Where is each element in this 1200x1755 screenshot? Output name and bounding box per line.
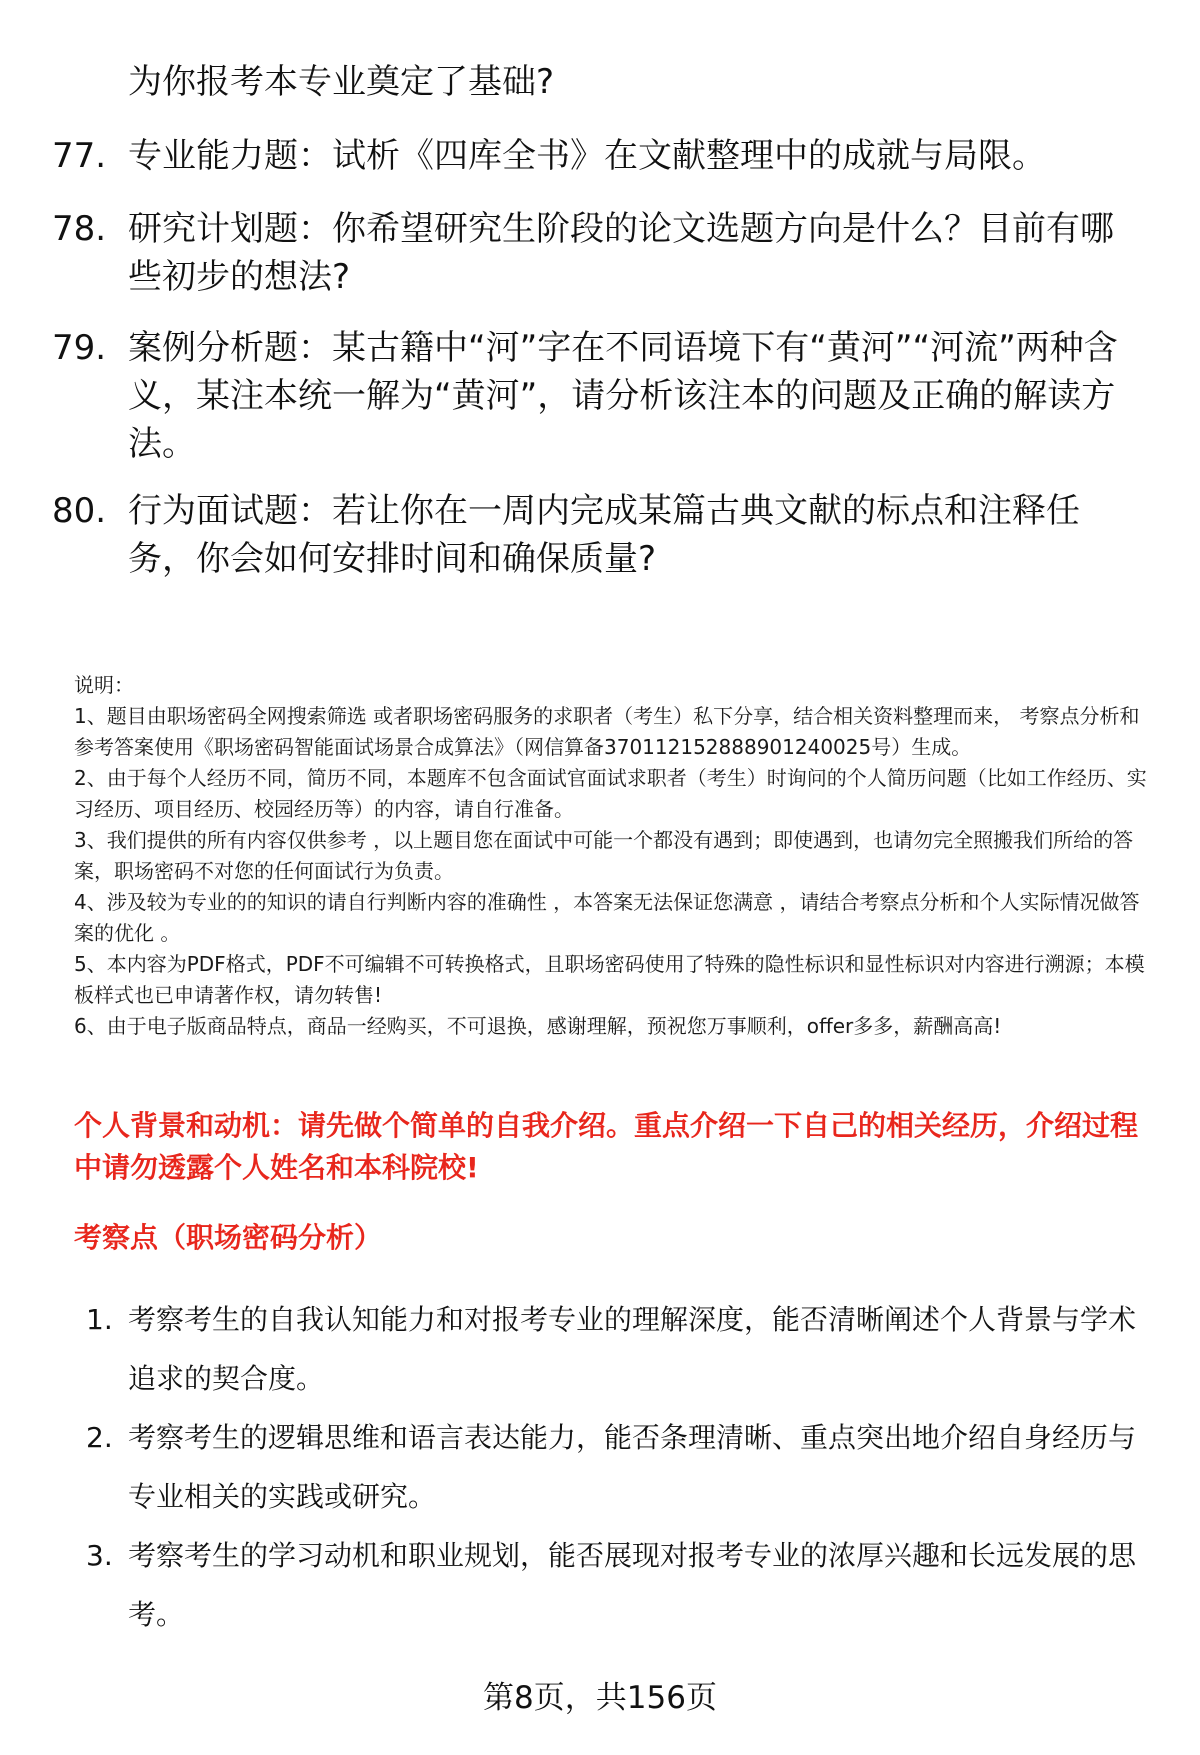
note-item: 2、由于每个人经历不同，简历不同，本题库不包含面试官面试求职者（考生）时询问的个人简历问题（比如工作经历、实习经历、项目经历、校园经历等）的内容，请自行准备。 bbox=[74, 766, 1147, 821]
question-text: 案例分析题：某古籍中“河”字在不同语境下有“黄河”“河流”两种含义，某注本统一解为“黄河”，请分析该注本的问题及正确的解读方法。 bbox=[128, 328, 1118, 464]
note-item: 3、我们提供的所有内容仅供参考 ，以上题目您在面试中可能一个都没有遇到；即使遇到，也请勿完全照搬我们所给的答案，职场密码不对您的任何面试行为负责。 bbox=[74, 828, 1134, 883]
point-number: 2. bbox=[86, 1421, 113, 1454]
question-text: 研究计划题：你希望研究生阶段的论文选题方向是什么？目前有哪些初步的想法? bbox=[128, 209, 1114, 297]
note-item: 1、题目由职场密码全网搜索筛选 或者职场密码服务的求职者（考生）私下分享，结合相关资料整理而来， 考察点分析和参考答案使用《职场密码智能面试场景合成算法》（网信算备370112152888901240025号）生成。 bbox=[74, 704, 1140, 759]
point-item bbox=[0, 1290, 1200, 1408]
point-item bbox=[0, 1408, 1200, 1526]
section-title: 个人背景和动机：请先做个简单的自我介绍。重点介绍一下自己的相关经历，介绍过程中请勿透露个人姓名和本科院校! bbox=[74, 1109, 1139, 1184]
point-number: 1. bbox=[86, 1303, 113, 1336]
note-item: 5、本内容为PDF格式，PDF不可编辑不可转换格式，且职场密码使用了特殊的隐性标识和显性标识对内容进行溯源；本模板样式也已申请著作权，请勿转售! bbox=[74, 952, 1145, 1007]
point-number: 3. bbox=[86, 1539, 113, 1572]
points-list bbox=[0, 1290, 1200, 1644]
question-number: 78. bbox=[52, 209, 107, 249]
notes-heading: 说明： bbox=[74, 673, 134, 697]
question-text: 行为面试题：若让你在一周内完成某篇古典文献的标点和注释任务，你会如何安排时间和确保质量? bbox=[128, 491, 1080, 579]
notes-block bbox=[74, 670, 1154, 1042]
note-item: 4、涉及较为专业的的知识的请自行判断内容的准确性 ，本答案无法保证您满意 ，请结合考察点分析和个人实际情况做答案的优化 。 bbox=[74, 890, 1140, 945]
question-number: 80. bbox=[52, 491, 107, 531]
page-footer: 第8页，共156页 bbox=[483, 1680, 717, 1716]
note-item: 6、由于电子版商品特点，商品一经购买，不可退换，感谢理解，预祝您万事顺利，offer多多，薪酬高高! bbox=[74, 1014, 1002, 1038]
point-text: 考察考生的自我认知能力和对报考专业的理解深度，能否清晰阐述个人背景与学术追求的契合度。 bbox=[128, 1303, 1137, 1395]
question-continuation: 为你报考本专业奠定了基础? bbox=[128, 62, 555, 102]
point-item bbox=[0, 1526, 1200, 1644]
question-text: 专业能力题：试析《四库全书》在文献整理中的成就与局限。 bbox=[128, 136, 1046, 176]
question-number: 79. bbox=[52, 328, 107, 368]
points-title: 考察点（职场密码分析） bbox=[74, 1221, 383, 1254]
point-text: 考察考生的学习动机和职业规划，能否展现对报考专业的浓厚兴趣和长远发展的思考。 bbox=[128, 1539, 1137, 1631]
question-number: 77. bbox=[52, 136, 107, 176]
point-text: 考察考生的逻辑思维和语言表达能力，能否条理清晰、重点突出地介绍自身经历与专业相关的实践或研究。 bbox=[128, 1421, 1137, 1513]
